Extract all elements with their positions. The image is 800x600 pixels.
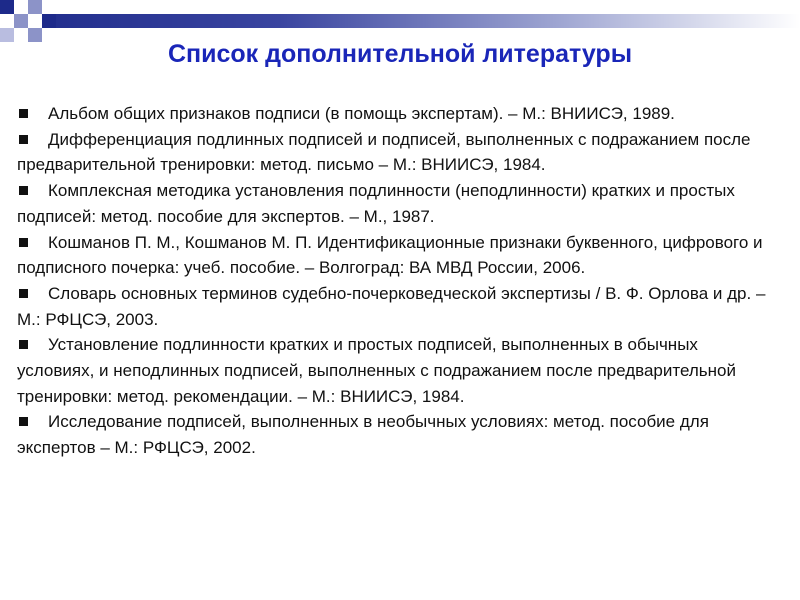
square-bullet-icon <box>19 109 28 118</box>
square-bullet-icon <box>19 289 28 298</box>
list-item-text: Альбом общих признаков подписи (в помощь экспертам). – М.: ВНИИСЭ, 1989. <box>48 104 675 123</box>
header-gradient-band <box>0 14 800 28</box>
square-bullet-icon <box>19 135 28 144</box>
square-bullet-icon <box>19 186 28 195</box>
deco-square <box>42 14 56 28</box>
slide-title: Список дополнительной литературы <box>167 40 633 68</box>
square-bullet-icon <box>19 417 28 426</box>
square-bullet-icon <box>19 340 28 349</box>
list-item-text: Кошманов П. М., Кошманов М. П. Идентификационные признаки буквенного, цифрового и подписного почерка: учеб. пособие. – Волгоград: ВА МВД России, 2006. <box>17 232 763 278</box>
list-item-text: Исследование подписей, выполненных в необычных условиях: метод. пособие для экспертов – М.: РФЦСЭ, 2002. <box>17 412 709 458</box>
deco-square <box>14 14 28 28</box>
list-item-text: Словарь основных терминов судебно-почерковедческой экспертизы / В. Ф. Орлова и др. – М.: РФЦСЭ, 2003. <box>17 283 766 329</box>
deco-square <box>14 0 28 14</box>
deco-square <box>42 0 56 14</box>
list-item <box>17 332 777 409</box>
list-item <box>17 230 777 281</box>
square-bullet-icon <box>19 238 28 247</box>
list-item <box>17 409 777 460</box>
list-item-text: Дифференциация подлинных подписей и подписей, выполненных с подражанием после предварительной тренировки: метод. письмо – М.: ВНИИСЭ, 1984. <box>17 129 751 175</box>
list-item <box>17 281 777 332</box>
list-item-text: Установление подлинности кратких и простых подписей, выполненных в обычных условиях, и неподлинных подписей, выполненных с подражанием после предварительной тренировки: метод. рекомендации. – М.: ВНИИСЭ, 1984. <box>17 335 736 406</box>
deco-square <box>0 14 14 28</box>
list-item <box>17 127 777 178</box>
list-item-text: Комплексная методика установления подлинности (неподлинности) кратких и простых подписей: метод. пособие для экспертов. – М., 1987. <box>17 181 735 226</box>
deco-square <box>28 0 42 14</box>
deco-square <box>0 0 14 14</box>
list-item <box>17 178 777 229</box>
deco-square <box>28 14 42 28</box>
bibliography-list <box>17 101 777 461</box>
list-item <box>17 101 777 127</box>
